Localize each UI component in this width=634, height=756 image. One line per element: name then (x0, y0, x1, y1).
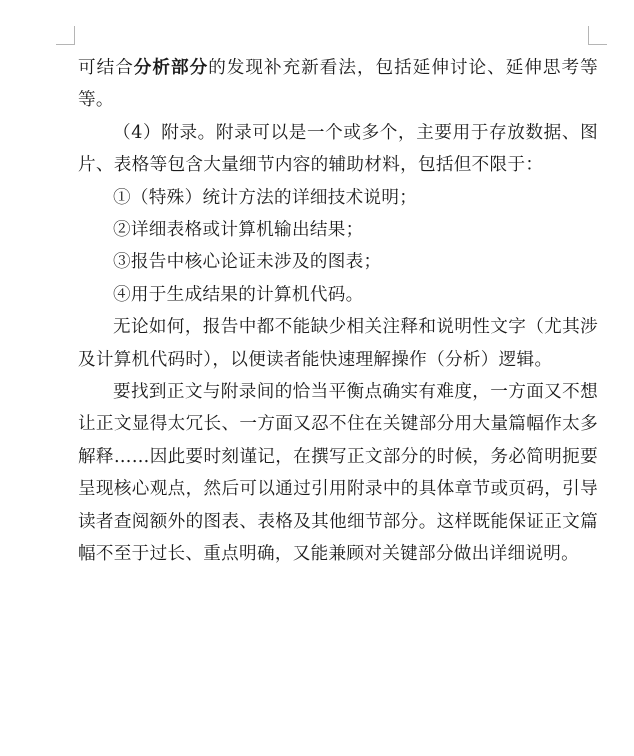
list-item: ②详细表格或计算机输出结果； (113, 220, 364, 241)
list-item: ④用于生成结果的计算机代码。 (113, 284, 364, 305)
paragraph-text: 可结合 (78, 58, 134, 78)
paragraph-appendix: （4）附录。附录可以是一个或多个，主要用于存放数据、图片、表格等包含大量细节内容的辅助材料，包括但不限于： (78, 122, 598, 176)
crop-mark-top-left (56, 26, 75, 45)
paragraph-annotation-note: 无论如何，报告中都不能缺少相关注释和说明性文字（尤其涉及计算机代码时），以便读者能快速理解操作（分析）逻辑。 (78, 317, 598, 370)
list-item: ③报告中核心论证未涉及的图表； (113, 252, 382, 273)
crop-mark-top-right (588, 26, 607, 45)
paragraph-text: 的发现补充新看法，包括延伸讨论、延伸思考等等。 (78, 58, 598, 111)
bold-term-analysis-section: 分析部分 (133, 57, 209, 78)
paragraph-analysis-continuation (78, 52, 598, 117)
list-item: ①（特殊）统计方法的详细技术说明； (113, 187, 418, 208)
document-body[interactable] (78, 52, 598, 571)
paragraph-balance: 要找到正文与附录间的恰当平衡点确实有难度，一方面又不想让正文显得太冗长、一方面又忍不住在关键部分用大量篇幅作太多解释……因此要时刻谨记，在撰写正文部分的时候，务必简明扼要呈现核心观点，然后可以通过引用附录中的具体章节或页码，引导读者查阅额外的图表、表格及其他细节部分。这样既能保证正文篇幅不至于过长、重点明确，又能兼顾对关键部分做出详细说明。 (78, 382, 598, 565)
